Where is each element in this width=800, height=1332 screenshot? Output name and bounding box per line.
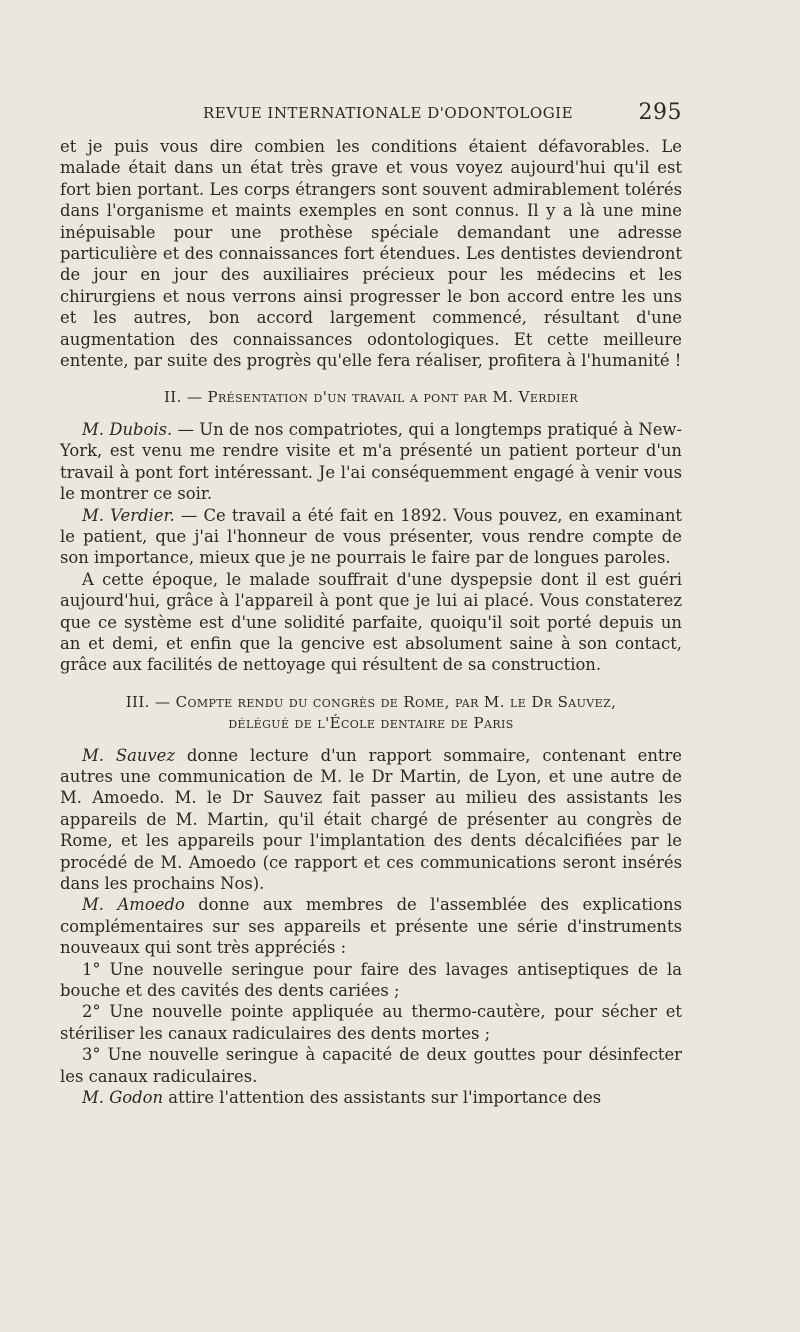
godon-text: attire l'attention des assistants sur l'importance des <box>163 1088 602 1108</box>
section-heading-iii-line2: délégué de l'École dentaire de Paris <box>228 714 514 733</box>
section-heading-iii <box>60 692 682 735</box>
paragraph-verdier <box>60 505 682 569</box>
list-item-3: 3° Une nouvelle seringue à capacité de deux gouttes pour désinfecter les canaux radiculaires. <box>60 1045 682 1086</box>
paragraph-verdier-2: A cette époque, le malade souffrait d'une dyspepsie dont il est guéri aujourd'hui, grâce à l'appareil à pont que je lui ai placé. Vous constaterez que ce système est d'une solidité parfaite, quoiqu'il soit porté depuis un an et demi, et enfin que la gencive est absolument saine à son contact, grâce aux facilités de nettoyage qui résultent de sa construction. <box>60 569 682 675</box>
speaker-dubois: M. Dubois. <box>82 419 173 439</box>
page-number: 295 <box>638 100 682 125</box>
paragraph-dubois <box>60 419 682 505</box>
section-heading-iii-line1: III. — Compte rendu du congrès de Rome, par M. le Dr Sauvez, <box>125 692 617 711</box>
verdier-text: — Ce travail a été fait en 1892. Vous pouvez, en examinant le patient, que j'ai l'honneur de vous présenter, vous rendre compte de son importance, mieux que je ne pourrais le faire par de longues paroles. <box>60 505 683 568</box>
paragraph-godon <box>60 1087 682 1108</box>
speaker-verdier: M. Verdier. <box>82 505 175 525</box>
section-heading-ii: II. — Présentation d'un travail a pont par M. Verdier <box>163 388 579 407</box>
paragraph-amoedo <box>60 894 682 958</box>
speaker-sauvez: M. Sauvez <box>82 745 176 765</box>
speaker-godon: M. Godon <box>82 1088 164 1108</box>
list-item-2: 2° Une nouvelle pointe appliquée au thermo-cautère, pour sécher et stériliser les canaux radiculaires des dents mortes ; <box>60 1002 682 1043</box>
page-header <box>60 100 682 130</box>
list-item-1: 1° Une nouvelle seringue pour faire des lavages antiseptiques de la bouche et des cavités des dents cariées ; <box>60 959 682 1001</box>
body-text <box>60 136 682 1108</box>
paragraph-closing-remarks: et je puis vous dire combien les conditions étaient défavorables. Le malade était dans un état très grave et vous voyez aujourd'hui qu'il est fort bien portant. Les corps étrangers sont souvent admirablement tolérés dans l'organisme et maints exemples en sont connus. Il y a là une mine inépuisable pour une prothèse spéciale demandant une adresse particulière et des connaissances fort étendues. Les dentistes deviendront de jour en jour des auxiliaires précieux pour les médecins et les chirurgiens et nous verrons ainsi progresser le bon accord entre les uns et les autres, bon accord largement commencé, résultant d'une augmentation des connaissances odontologiques. Et cette meilleure entente, par suite des progrès qu'elle fera réaliser, profitera à l'humanité ! <box>60 137 682 371</box>
amoedo-text: donne aux membres de l'assemblée des explications complémentaires sur ses appareils et présente une série d'instruments nouveaux qui sont très appréciés : <box>60 895 682 958</box>
speaker-amoedo: M. Amoedo <box>82 895 185 915</box>
running-title: REVUE INTERNATIONALE D'ODONTOLOGIE <box>203 104 574 122</box>
paragraph-sauvez <box>60 745 682 895</box>
sauvez-text: donne lecture d'un rapport sommaire, contenant entre autres une communication de M. le Dr Martin, de Lyon, et une autre de M. Amoedo. M. le Dr Sauvez fait passer au milieu des assistants les appareils de M. Martin, qu'il était chargé de présenter au congrès de Rome, et les appareils pour l'implantation des dents décalcifiées par le procédé de M. Amoedo (ce rapport et ces communications seront insérés dans les prochains Nos). <box>60 745 682 893</box>
dubois-text: — Un de nos compatriotes, qui a longtemps pratiqué à New-York, est venu me rendre visite et m'a présenté un patient porteur d'un travail à pont fort intéressant. Je l'ai conséquemment engagé à venir vous le montrer ce soir. <box>60 419 683 504</box>
